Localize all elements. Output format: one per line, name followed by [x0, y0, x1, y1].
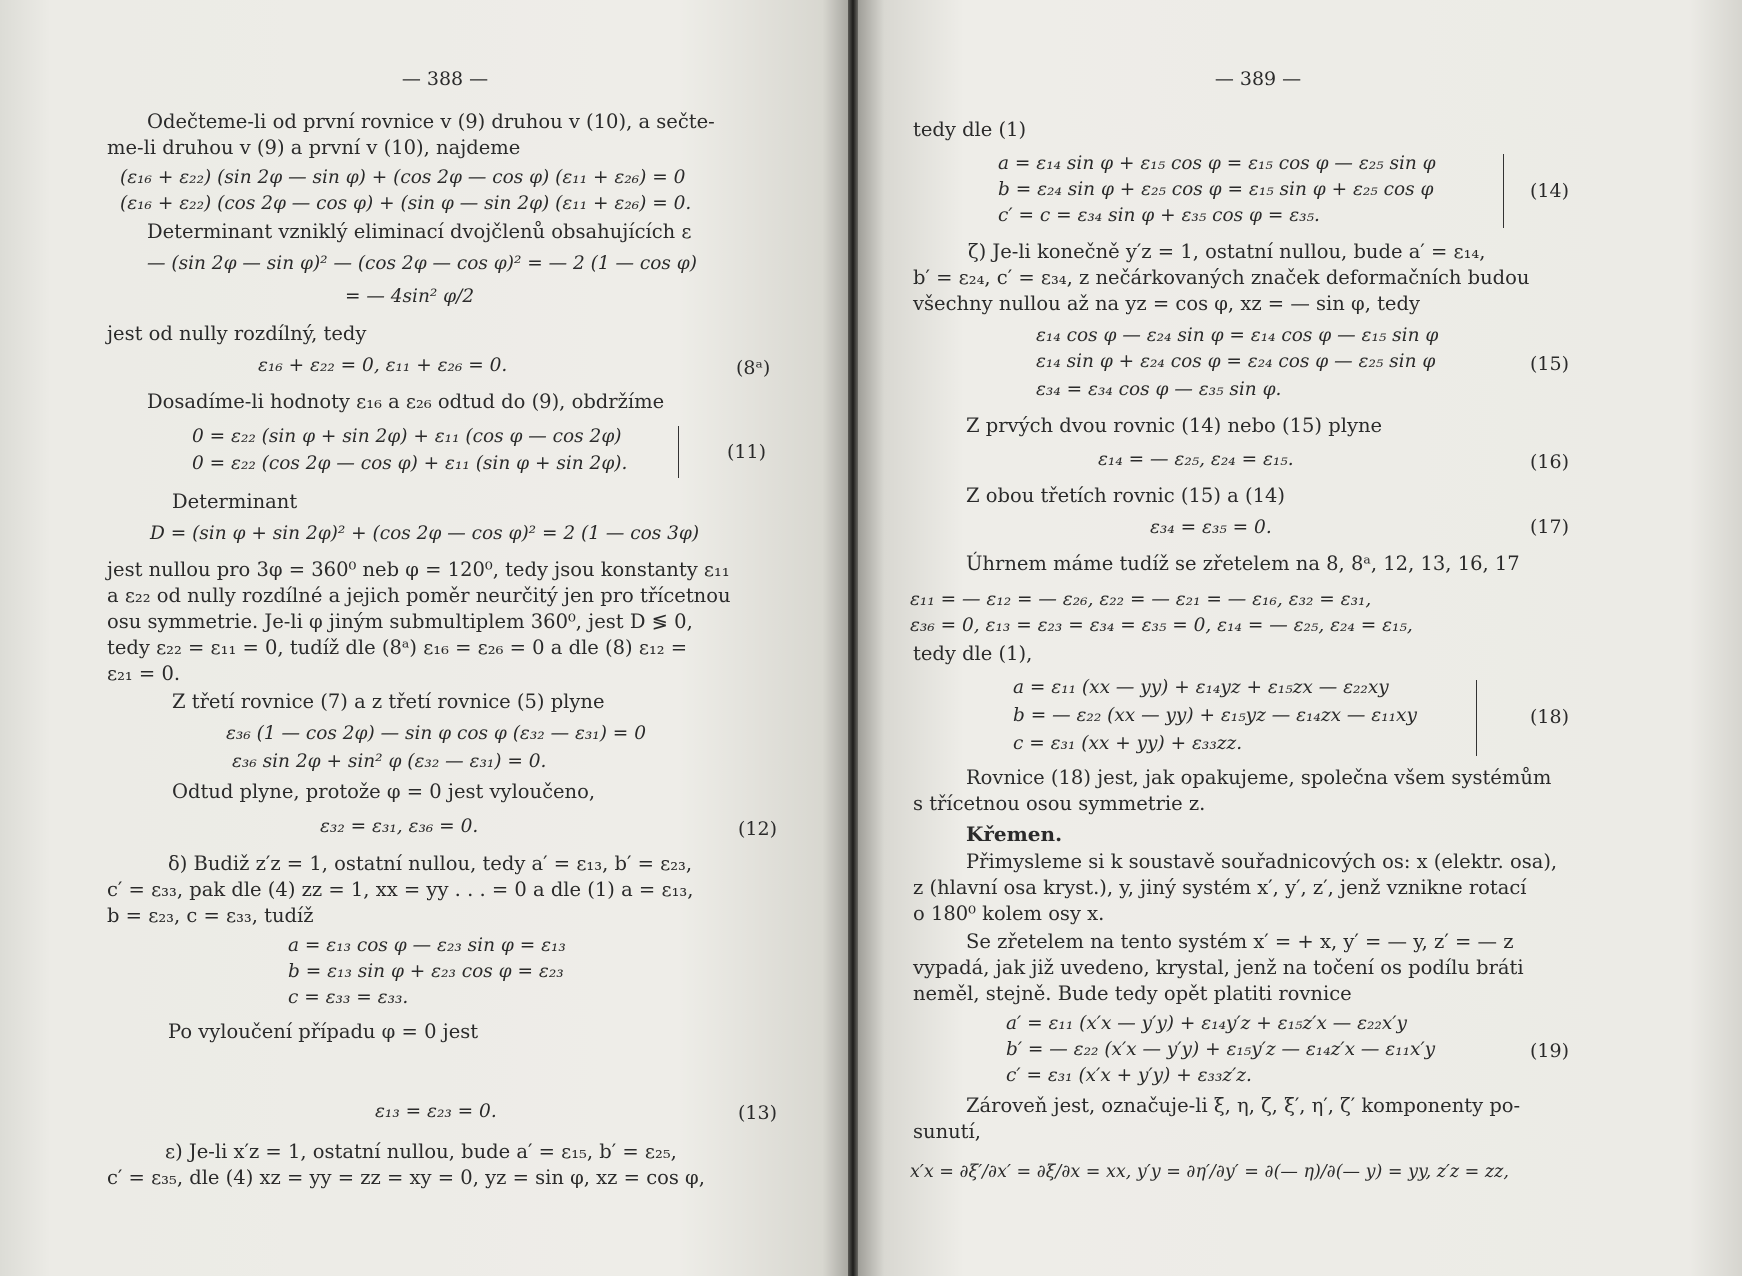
equation-line: ε₁₄ cos φ — ε₂₄ sin φ = ε₁₄ cos φ — ε₁₅ sin φ — [1036, 325, 1439, 346]
equation-number: (15) — [1530, 353, 1570, 375]
text-line: Zároveň jest, označuje-li ξ, η, ζ, ξ′, η′, ζ′ komponenty po- — [966, 1094, 1521, 1117]
equation-line: c′ = ε₃₁ (x′x + y′y) + ε₃₃z′z. — [1006, 1065, 1252, 1086]
equation-line: ε₃₄ = ε₃₄ cos φ — ε₃₅ sin φ. — [1036, 379, 1282, 400]
text-line: Determinant — [172, 490, 298, 513]
equation-number: (13) — [738, 1102, 778, 1124]
text-line: ε₂₁ = 0. — [107, 662, 181, 685]
text-line: tedy dle (1) — [913, 118, 1027, 141]
equation-line: ε₃₄ = ε₃₅ = 0. — [1150, 517, 1272, 538]
equation-line: x′x = ∂ξ′/∂x′ = ∂ξ/∂x = xx, y′y = ∂η′/∂y′ = ∂(— η)/∂(— y) = yy, z′z = zz, — [910, 1162, 1509, 1182]
text-line: o 180⁰ kolem osy x. — [913, 902, 1105, 925]
text-line: Rovnice (18) jest, jak opakujeme, společna všem systémům — [966, 766, 1552, 789]
text-line: Se zřetelem na tento systém x′ = + x, y′ = — y, z′ = — z — [966, 930, 1514, 953]
equation-brace — [678, 426, 679, 478]
text-line: b′ = ε₂₄, c′ = ε₃₄, z nečárkovaných značek deformačních budou — [913, 266, 1530, 289]
text-line: a ε₂₂ od nully rozdílné a jejich poměr neurčitý jen pro třícetnou — [107, 584, 731, 607]
equation-line: ε₃₂ = ε₃₁, ε₃₆ = 0. — [320, 816, 479, 837]
equation-line: ε₃₆ (1 — cos 2φ) — sin φ cos φ (ε₃₂ — ε₃₁) = 0 — [226, 723, 646, 744]
equation-line: a = ε₁₃ cos φ — ε₂₃ sin φ = ε₁₃ — [288, 935, 566, 956]
text-line: tedy ε₂₂ = ε₁₁ = 0, tudíž dle (8ᵃ) ε₁₆ = ε₂₆ = 0 a dle (8) ε₁₂ = — [107, 636, 688, 659]
equation-brace — [1476, 680, 1477, 756]
equation-number: (11) — [727, 441, 767, 463]
equation-line: c = ε₃₁ (xx + yy) + ε₃₃zz. — [1013, 733, 1243, 754]
text-line: tedy dle (1), — [913, 642, 1033, 665]
text-line: Z třetí rovnice (7) a z třetí rovnice (5) plyne — [172, 690, 605, 713]
equation-number: (12) — [738, 818, 778, 840]
equation-number: (14) — [1530, 180, 1570, 202]
text-line: me-li druhou v (9) a první v (10), najdeme — [107, 136, 521, 159]
text-line: sunutí, — [913, 1120, 981, 1143]
text-line: Po vyloučení případu φ = 0 jest — [168, 1020, 479, 1043]
text-line: s třícetnou osou symmetrie z. — [913, 792, 1206, 815]
equation-line: D = (sin φ + sin 2φ)² + (cos 2φ — cos φ)² = 2 (1 — cos 3φ) — [150, 523, 700, 544]
equation-line: ε₃₆ = 0, ε₁₃ = ε₂₃ = ε₃₄ = ε₃₅ = 0, ε₁₄ = — ε₂₅, ε₂₄ = ε₁₅, — [910, 615, 1413, 636]
text-line: Odtud plyne, protože φ = 0 jest vyloučeno, — [172, 780, 596, 803]
equation-line: c = ε₃₃ = ε₃₃. — [288, 987, 409, 1008]
equation-line: a = ε₁₁ (xx — yy) + ε₁₄yz + ε₁₅zx — ε₂₂xy — [1013, 677, 1389, 698]
right-page — [858, 0, 1742, 1276]
equation-number: (18) — [1530, 706, 1570, 728]
equation-line: — (sin 2φ — sin φ)² — (cos 2φ — cos φ)² = — 2 (1 — cos φ) — [147, 253, 697, 274]
equation-line: b = ε₁₃ sin φ + ε₂₃ cos φ = ε₂₃ — [288, 961, 564, 982]
equation-line: c′ = c = ε₃₄ sin φ + ε₃₅ cos φ = ε₃₅. — [998, 205, 1320, 226]
book-spine — [848, 0, 858, 1276]
text-line: b = ε₂₃, c = ε₃₃, tudíž — [107, 904, 314, 927]
equation-line: = — 4sin² φ/2 — [345, 286, 475, 307]
text-line: Přimysleme si k soustavě souřadnicových os: x (elektr. osa), — [966, 850, 1558, 873]
equation-line: 0 = ε₂₂ (cos 2φ — cos φ) + ε₁₁ (sin φ + sin 2φ). — [192, 453, 628, 474]
text-line: Determinant vzniklý eliminací dvojčlenů obsahujících ε — [147, 220, 692, 243]
text-line: Odečteme-li od první rovnice v (9) druhou v (10), a sečte- — [147, 110, 715, 133]
text-line: osu symmetrie. Je-li φ jiným submultiplem 360⁰, jest D ≶ 0, — [107, 610, 693, 633]
equation-number: (17) — [1530, 516, 1570, 538]
equation-number: (16) — [1530, 451, 1570, 473]
text-line: c′ = ε₃₃, pak dle (4) zz = 1, xx = yy . . . = 0 a dle (1) a = ε₁₃, — [107, 878, 694, 901]
equation-line: ε₁₃ = ε₂₃ = 0. — [375, 1101, 497, 1122]
equation-line: (ε₁₆ + ε₂₂) (cos 2φ — cos φ) + (sin φ — sin 2φ) (ε₁₁ + ε₂₆) = 0. — [120, 193, 692, 214]
equation-line: ε₁₄ = — ε₂₅, ε₂₄ = ε₁₅. — [1098, 449, 1294, 470]
left-page — [0, 0, 848, 1276]
equation-line: ε₁₆ + ε₂₂ = 0, ε₁₁ + ε₂₆ = 0. — [258, 355, 508, 376]
page-number: — 389 — — [1214, 68, 1302, 90]
equation-line: a′ = ε₁₁ (x′x — y′y) + ε₁₄y′z + ε₁₅z′x — ε₂₂x′y — [1006, 1013, 1407, 1034]
text-line: z (hlavní osa kryst.), y, jiný systém x′, y′, z′, jenž vznikne rotací — [913, 876, 1527, 899]
equation-number: (8ᵃ) — [736, 357, 771, 379]
text-line: c′ = ε₃₅, dle (4) xz = yy = zz = xy = 0, yz = sin φ, xz = cos φ, — [107, 1166, 705, 1189]
equation-line: ε₁₁ = — ε₁₂ = — ε₂₆, ε₂₂ = — ε₂₁ = — ε₁₆, ε₃₂ = ε₃₁, — [910, 589, 1372, 610]
equation-line: 0 = ε₂₂ (sin φ + sin 2φ) + ε₁₁ (cos φ — cos 2φ) — [192, 426, 622, 447]
text-line: ζ) Je-li konečně y′z = 1, ostatní nullou, bude a′ = ε₁₄, — [968, 240, 1486, 263]
text-line: ε) Je-li x′z = 1, ostatní nullou, bude a′ = ε₁₅, b′ = ε₂₅, — [165, 1140, 677, 1163]
text-line: vypadá, jak již uvedeno, krystal, jenž na točení os podílu bráti — [913, 956, 1524, 979]
text-line: jest nullou pro 3φ = 360⁰ neb φ = 120⁰, tedy jsou konstanty ε₁₁ — [107, 558, 730, 581]
equation-line: ε₁₄ sin φ + ε₂₄ cos φ = ε₂₄ cos φ — ε₂₅ sin φ — [1036, 351, 1436, 372]
equation-line: a = ε₁₄ sin φ + ε₁₅ cos φ = ε₁₅ cos φ — ε₂₅ sin φ — [998, 153, 1436, 174]
text-line: neměl, stejně. Bude tedy opět platiti rovnice — [913, 982, 1352, 1005]
text-line: Z obou třetích rovnic (15) a (14) — [966, 484, 1285, 507]
page-number: — 388 — — [401, 68, 489, 90]
equation-line: b = — ε₂₂ (xx — yy) + ε₁₅yz — ε₁₄zx — ε₁₁xy — [1013, 705, 1417, 726]
text-line: Úhrnem máme tudíž se zřetelem na 8, 8ᵃ, 12, 13, 16, 17 — [966, 552, 1520, 575]
equation-line: ε₃₆ sin 2φ + sin² φ (ε₃₂ — ε₃₁) = 0. — [232, 751, 547, 772]
equation-line: (ε₁₆ + ε₂₂) (sin 2φ — sin φ) + (cos 2φ — cos φ) (ε₁₁ + ε₂₆) = 0 — [120, 167, 686, 188]
equation-line: b = ε₂₄ sin φ + ε₂₅ cos φ = ε₁₅ sin φ + ε₂₅ cos φ — [998, 179, 1434, 200]
equation-number: (19) — [1530, 1040, 1570, 1062]
section-heading: Křemen. — [966, 822, 1063, 846]
text-line: δ) Budiž z′z = 1, ostatní nullou, tedy a′ = ε₁₃, b′ = ε₂₃, — [168, 852, 693, 875]
equation-line: b′ = — ε₂₂ (x′x — y′y) + ε₁₅y′z — ε₁₄z′x — ε₁₁x′y — [1006, 1039, 1436, 1060]
text-line: Dosadíme-li hodnoty ε₁₆ a ε₂₆ odtud do (9), obdržíme — [147, 390, 665, 413]
text-line: všechny nullou až na yz = cos φ, xz = — sin φ, tedy — [913, 292, 1420, 315]
text-line: Z prvých dvou rovnic (14) nebo (15) plyne — [966, 414, 1383, 437]
text-line: jest od nully rozdílný, tedy — [107, 322, 367, 345]
equation-brace — [1503, 154, 1504, 228]
